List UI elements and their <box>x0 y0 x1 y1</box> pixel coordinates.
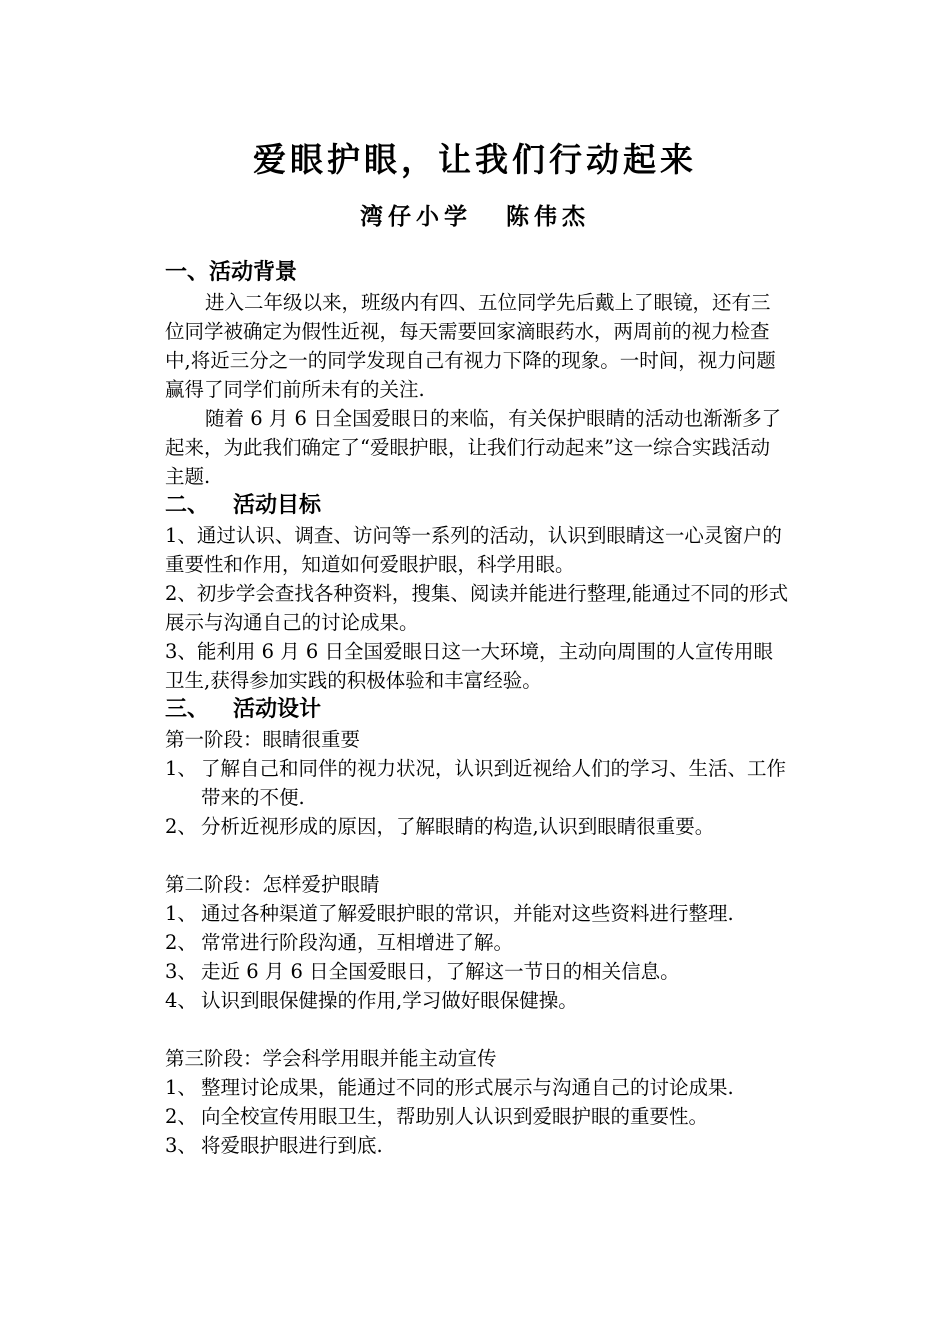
stage-2-title: 第二阶段：怎样爱护眼睛 <box>165 873 380 896</box>
section-heading-background: 一、活动背景 <box>165 260 298 285</box>
background-paragraph-1: 进入二年级以来，班级内有四、五位同学先后戴上了眼镜，还有三位同学被确定为假性近视，每天需要回家滴眼药水，两周前的视力检查中,将近三分之一的同学发现自己有视力下降的现象。一时间，视力问题赢得了同学们前所未有的关注. <box>165 291 776 401</box>
list-item-text: 整理讨论成果，能通过不同的形式展示与沟通自己的讨论成果. <box>201 1076 734 1099</box>
list-item-text: 走近 6 月 6 日全国爱眼日，了解这一节日的相关信息。 <box>201 960 680 983</box>
document-body <box>165 258 789 1160</box>
list-item <box>165 957 789 986</box>
stage-1-title: 第一阶段：眼睛很重要 <box>165 728 361 751</box>
author-school: 湾仔小学 <box>360 204 472 230</box>
design-heading-number: 三、 <box>165 697 210 722</box>
list-item <box>165 812 789 841</box>
goals-heading-text: 活动目标 <box>233 493 322 518</box>
author-name: 陈伟杰 <box>506 204 590 230</box>
goal-item-1: 1、通过认识、调查、访问等一系列的活动，认识到眼睛这一心灵窗户的重要性和作用，知道如何爱眼护眼，科学用眼。 <box>165 524 782 576</box>
list-item-number: 1、 <box>165 1076 197 1099</box>
goals-heading-number: 二、 <box>165 493 210 518</box>
list-item-text: 认识到眼保健操的作用,学习做好眼保健操。 <box>201 989 578 1012</box>
document-title: 爱眼护眼，让我们行动起来 <box>253 140 697 179</box>
list-item-number: 4、 <box>165 989 197 1012</box>
list-item-text: 将爱眼护眼进行到底. <box>201 1134 383 1157</box>
list-item-text: 了解自己和同伴的视力状况，认识到近视给人们的学习、生活、工作带来的不便. <box>201 757 787 809</box>
list-item-number: 3、 <box>165 960 197 983</box>
stage-3-title: 第三阶段：学会科学用眼并能主动宣传 <box>165 1047 497 1070</box>
list-item-text: 向全校宣传用眼卫生，帮助别人认识到爱眼护眼的重要性。 <box>201 1105 709 1128</box>
list-item <box>165 754 789 812</box>
list-item-number: 1、 <box>165 757 197 780</box>
list-item <box>165 1073 789 1102</box>
goal-item-3: 3、能利用 6 月 6 日全国爱眼日这一大环境，主动向周围的人宣传用眼卫生,获得参加实践的积极体验和丰富经验。 <box>165 640 774 692</box>
list-item-number: 3、 <box>165 1134 197 1157</box>
list-item-number: 2、 <box>165 815 197 838</box>
list-item-number: 2、 <box>165 931 197 954</box>
design-heading-text: 活动设计 <box>233 697 322 722</box>
list-item <box>165 986 789 1015</box>
list-item <box>165 899 789 928</box>
list-item <box>165 1102 789 1131</box>
list-item-text: 常常进行阶段沟通，互相增进了解。 <box>201 931 514 954</box>
list-item-number: 2、 <box>165 1105 197 1128</box>
list-item-number: 1、 <box>165 902 197 925</box>
list-item-text: 分析近视形成的原因，了解眼睛的构造,认识到眼睛很重要。 <box>201 815 715 838</box>
section-heading-goals <box>165 491 789 521</box>
list-item <box>165 1131 789 1160</box>
spacer <box>165 1015 789 1044</box>
list-item-text: 通过各种渠道了解爱眼护眼的常识，并能对这些资料进行整理. <box>201 902 734 925</box>
author-line <box>0 200 950 234</box>
spacer <box>165 841 789 870</box>
list-item <box>165 928 789 957</box>
background-paragraph-2: 随着 6 月 6 日全国爱眼日的来临，有关保护眼睛的活动也渐渐多了起来，为此我们确定了“爱眼护眼，让我们行动起来”这一综合实践活动主题. <box>165 407 782 488</box>
goal-item-2: 2、初步学会查找各种资料，搜集、阅读并能进行整理,能通过不同的形式展示与沟通自己的讨论成果。 <box>165 582 789 634</box>
section-heading-design <box>165 695 789 725</box>
